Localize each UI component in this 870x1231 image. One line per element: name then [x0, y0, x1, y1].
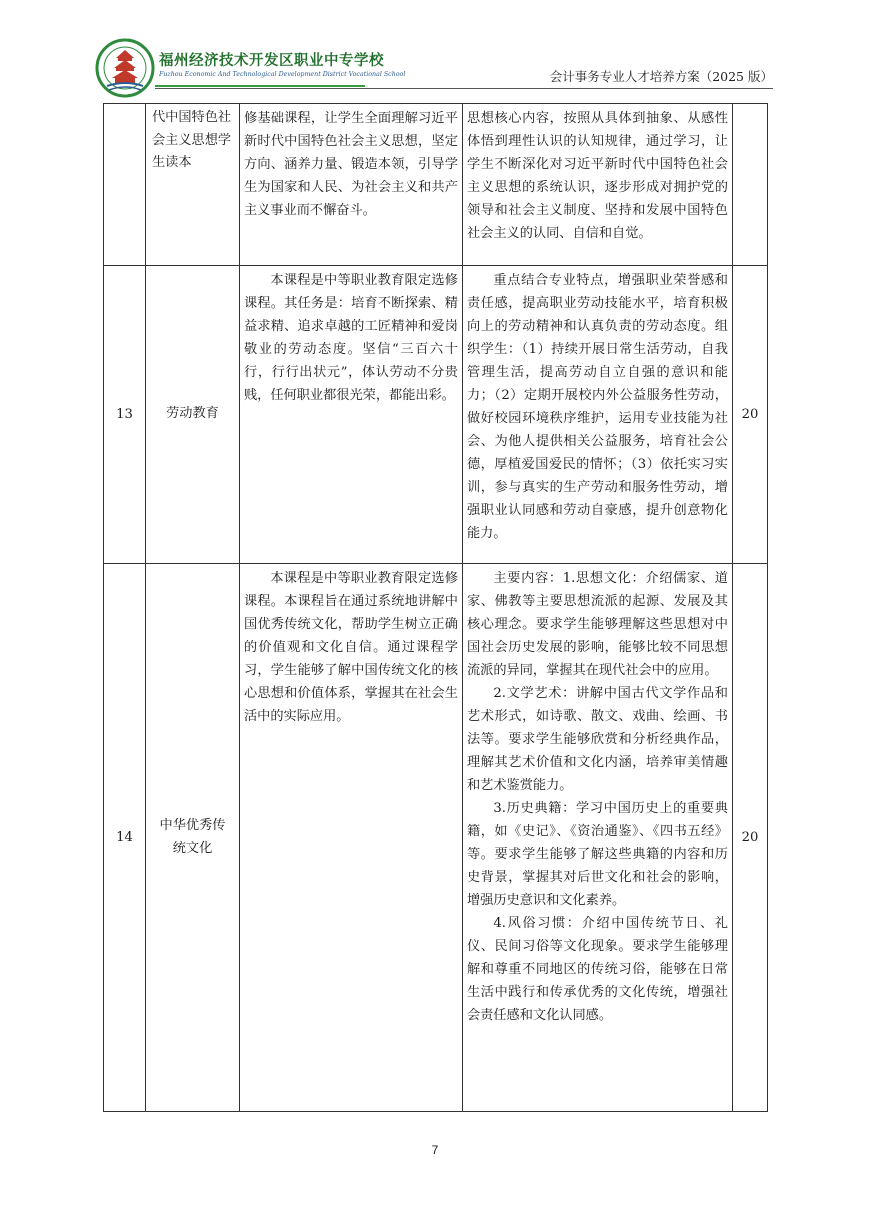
- page-header: [95, 38, 773, 88]
- course-content: [463, 104, 733, 266]
- header-rule: [155, 88, 773, 89]
- document-title: 会计事务专业人才培养方案（2025 版）: [549, 69, 773, 84]
- row-number: [104, 104, 146, 266]
- course-content: [463, 564, 733, 1112]
- course-hours: [733, 104, 768, 266]
- course-hours: 20: [733, 266, 768, 564]
- table-row: [104, 104, 768, 266]
- goal-text: 修基础课程，让学生全面理解习近平新时代中国特色社会主义思想，坚定方向、涵养力量、锻造本领，引导学生为国家和人民、为社会主义和共产主义事业而不懈奋斗。: [244, 111, 458, 218]
- course-table: [103, 103, 768, 1112]
- goal-text: 本课程是中等职业教育限定选修课程。本课程旨在通过系统地讲解中国优秀传统文化，帮助学生树立正确的价值观和文化自信。通过课程学习，学生能够了解中国传统文化的核心思想和价值体系，掌握其在社会生活中的实际应用。: [244, 571, 458, 724]
- course-content: [463, 266, 733, 564]
- course-name: 劳动教育: [146, 266, 240, 564]
- goal-text: 本课程是中等职业教育限定选修课程。其任务是：培育不断探索、精益求精、追求卓越的工匠精神和爱岗敬业的劳动态度。坚信“三百六十行，行行出状元”，体认劳动不分贵贱，任何职业都很光荣，都能出彩。: [244, 273, 458, 403]
- page-number: 7: [431, 1143, 439, 1157]
- school-name-english: Fuzhou Economic And Technological Development District Vocational School: [159, 71, 406, 78]
- content-paragraph: 2.文学艺术：讲解中国古代文学作品和艺术形式，如诗歌、散文、戏曲、绘画、书法等。要求学生能够欣赏和分析经典作品，理解其艺术价值和文化内涵，培养审美情趣和艺术鉴赏能力。: [467, 686, 728, 793]
- table-row: [104, 564, 768, 1112]
- row-number: 13: [104, 266, 146, 564]
- content-paragraph: 主要内容：1.思想文化：介绍儒家、道家、佛教等主要思想流派的起源、发展及其核心理念。要求学生能够理解这些思想对中国社会历史发展的影响，能够比较不同思想流派的异同，掌握其在现代社会中的应用。: [467, 571, 728, 678]
- content-paragraph: 3.历史典籍：学习中国历史上的重要典籍，如《史记》、《资治通鉴》、《四书五经》等。要求学生能够了解这些典籍的内容和历史背景，掌握其对后世文化和社会的影响，增强历史意识和文化素养。: [467, 801, 728, 908]
- course-name: 代中国特色社会主义思想学生读本: [146, 104, 240, 266]
- row-number: 14: [104, 564, 146, 1112]
- content-text: 思想核心内容，按照从具体到抽象、从感性体悟到理性认识的认知规律，通过学习，让学生不断深化对习近平新时代中国特色社会主义思想的系统认识，逐步形成对拥护党的领导和社会主义制度、坚持和发展中国特色社会主义的认同、自信和自觉。: [467, 111, 728, 241]
- course-goal: [240, 104, 463, 266]
- school-logo: [95, 38, 155, 98]
- content-text: 重点结合专业特点，增强职业荣誉感和责任感，提高职业劳动技能水平，培育积极向上的劳动精神和认真负责的劳动态度。组织学生：（1）持续开展日常生活劳动，自我管理生活，提高劳动自立自强的意识和能力；（2）定期开展校内外公益服务性劳动，做好校园环境秩序维护，运用专业技能为社会、为他人提供相关公益服务，培育社会公德，厚植爱国爱民的情怀；（3）依托实习实训，参与真实的生产劳动和服务性劳动，增强职业认同感和劳动自豪感，提升创意物化能力。: [467, 273, 728, 541]
- course-goal: [240, 266, 463, 564]
- school-name: 福州经济技术开发区职业中专学校: [159, 53, 384, 69]
- table-row: [104, 266, 768, 564]
- course-goal: [240, 564, 463, 1112]
- content-paragraph: 4.风俗习惯：介绍中国传统节日、礼仪、民间习俗等文化现象。要求学生能够理解和尊重不同地区的传统习俗，能够在日常生活中践行和传承优秀的文化传统，增强社会责任感和文化认同感。: [467, 916, 728, 1023]
- header-accent-rule: [155, 85, 365, 87]
- course-hours: 20: [733, 564, 768, 1112]
- course-name: 中华优秀传统文化: [146, 564, 240, 1112]
